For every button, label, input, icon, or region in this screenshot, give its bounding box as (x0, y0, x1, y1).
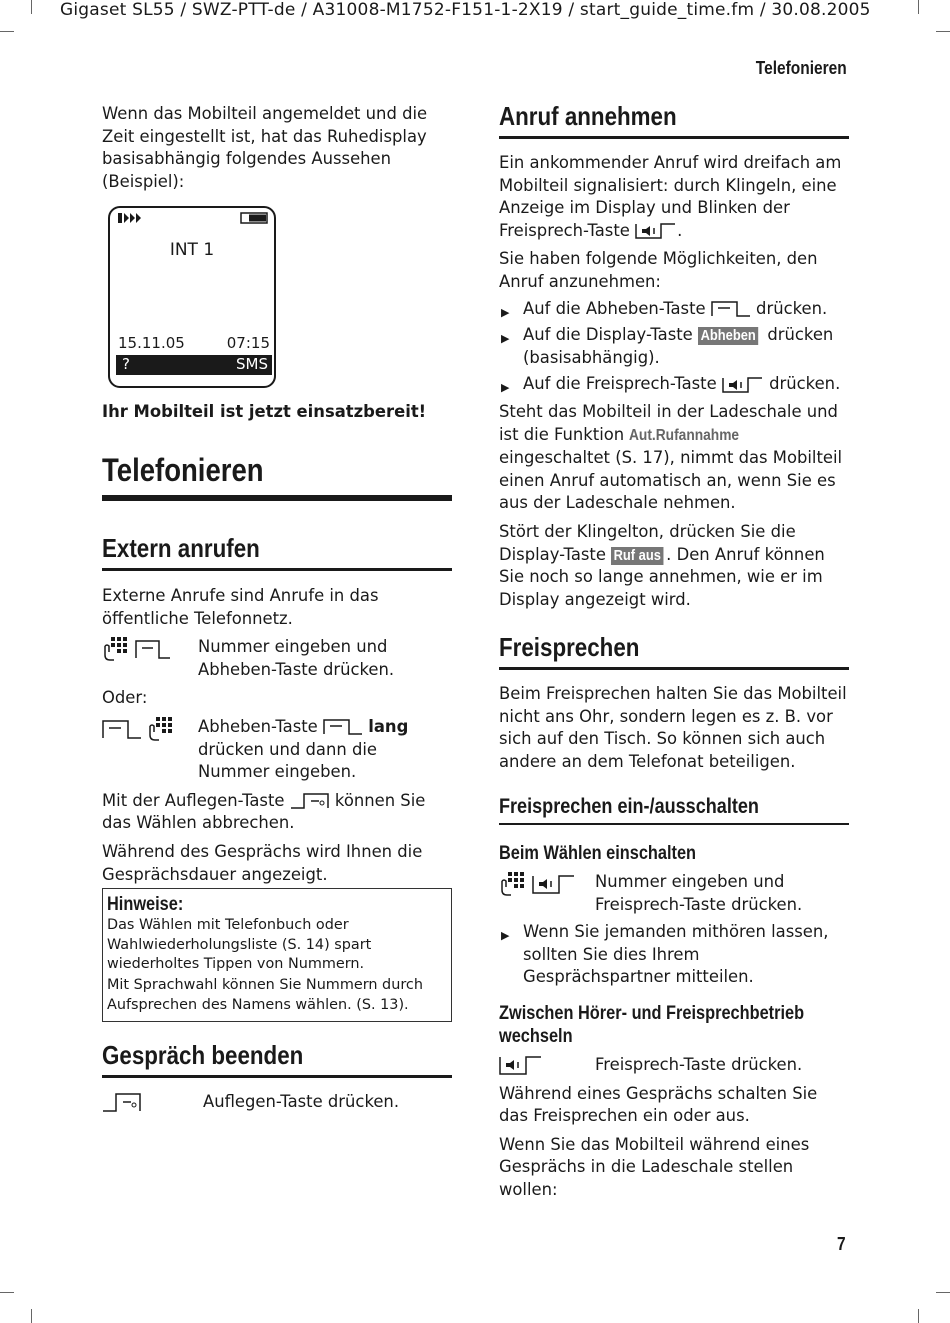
softkey-abheben[interactable]: Abheben (698, 327, 758, 345)
annehmen-content (499, 152, 849, 611)
display-time: 07:15 (226, 334, 270, 352)
right-softkey-sms[interactable]: SMS (236, 355, 268, 373)
keypad-hand-icon (147, 716, 175, 742)
ladeschale-text: Steht das Mobilteil in der Ladeschale und ist die Funktion Aut.Rufannahme eingeschaltet (S. 17), nimmt das Mobilteil einen Anruf automatisch an, wenn Sie es aus der Ladeschale nehmen. (499, 401, 843, 513)
running-header: Gigaset SL55 / SWZ-PTT-de / A31008-M1752-F151-1-2X19 / start_guide_time.fm / 30.08.2005 (60, 0, 871, 20)
heading-freisprechen-block (499, 632, 849, 670)
heading-beim-waehlen: Beim Wählen einschalten (499, 843, 697, 864)
display-title: INT 1 (169, 240, 215, 260)
crop-mark (0, 31, 14, 32)
heading-einaus-block (499, 794, 849, 825)
ready-block (102, 401, 452, 424)
heading-beenden-block (102, 1040, 452, 1078)
battery-icon (240, 212, 270, 224)
wechseln-text-1: Während eines Gesprächs schalten Sie das Freisprechen ein oder aus. (499, 1083, 818, 1126)
beenden-step (102, 1091, 452, 1114)
extern-step-1-text: Nummer eingeben und Abheben-Taste drücken. (198, 637, 395, 679)
section-title-header: Telefonieren (756, 58, 847, 78)
waehlen-bullet: ▶ Wenn Sie jemanden mithören lassen, sollten Sie dies Ihrem Gesprächspartner mitteilen. (499, 921, 849, 989)
step-icons (102, 716, 175, 742)
step-icons (102, 636, 171, 662)
heading-annehmen-block (499, 101, 849, 139)
heading-freisprechen: Freisprechen (499, 632, 640, 662)
handsfree-key-icon (532, 873, 576, 895)
crop-mark (31, 1309, 32, 1323)
option-1: ▶ Auf die Abheben-Taste drücken. (499, 298, 849, 321)
waehlen-step (499, 871, 849, 916)
heading-telefonieren-block (102, 451, 452, 501)
signal-icon (118, 212, 146, 224)
step-icons (499, 1054, 543, 1076)
left-softkey[interactable]: ? (122, 355, 130, 373)
heading-telefonieren: Telefonieren (102, 452, 264, 488)
end-key-icon (290, 792, 330, 810)
crop-mark (31, 0, 32, 14)
extern-content (102, 585, 452, 1022)
call-key-icon (102, 718, 142, 740)
menu-aut-rufannahme: Aut.Rufannahme (629, 426, 740, 444)
extern-step-2 (102, 716, 452, 784)
step-icons (499, 871, 576, 897)
call-key-icon (711, 300, 751, 318)
cancel-text: Mit der Auflegen-Taste können Sie das Wählen abbrechen. (102, 790, 426, 833)
note-1: Das Wählen mit Telefonbuch oder Wahlwiederholungsliste (S. 14) spart wiederholtes Tippen von Nummern. (107, 917, 372, 973)
heading-extern-block (102, 533, 452, 571)
handset-display (108, 206, 276, 388)
page-number: 7 (836, 1234, 846, 1254)
note-2: Mit Sprachwahl können Sie Nummern durch Aufsprechen des Namens wählen. (S. 13). (107, 976, 423, 1013)
crop-mark (0, 1292, 14, 1293)
beenden-step-text: Auflegen-Taste drücken. (203, 1092, 400, 1111)
wechseln-text-2: Wenn Sie das Mobilteil während eines Gesprächs in die Ladeschale stellen wollen: (499, 1134, 810, 1199)
heading-extern-anrufen: Extern anrufen (102, 533, 260, 563)
crop-mark (918, 0, 919, 14)
klingelton-text: Stört der Klingelton, drücken Sie die Display-Taste Ruf aus . Den Anruf können Sie noch so lange annehmen, wie er im Display angezeigt wird. (499, 521, 825, 609)
heading-rule (102, 1075, 452, 1078)
wechseln-block (499, 1002, 849, 1202)
keypad-hand-icon (499, 871, 527, 897)
heading-freisprechen-ein-aus: Freisprechen ein-/ausschalten (499, 795, 759, 818)
waehlen-step-text: Nummer eingeben und Freisprech-Taste drücken. (595, 872, 803, 914)
heading-gespraech-beenden: Gespräch beenden (102, 1040, 304, 1070)
heading-rule (102, 568, 452, 571)
freisprechen-content (499, 683, 849, 773)
oder-text: Oder: (102, 688, 148, 708)
display-softkey-bar (116, 355, 272, 375)
waehlen-block (499, 842, 849, 989)
crop-mark (936, 31, 950, 32)
duration-text: Während des Gesprächs wird Ihnen die Gesprächsdauer angezeigt. (102, 841, 423, 884)
beenden-content (102, 1091, 452, 1114)
note-box (102, 888, 452, 1022)
extern-intro: Externe Anrufe sind Anrufe in das öffentliche Telefonnetz. (102, 586, 379, 628)
annehmen-intro: Ein ankommender Anruf wird dreifach am Mobilteil signalisiert: durch Klingeln, eine Anzeige im Display und Blinken der Freisprech-Taste . (499, 153, 842, 240)
keypad-hand-icon (102, 636, 130, 662)
intro-text: Wenn das Mobilteil angemeldet und die Zeit eingestellt ist, hat das Ruhedisplay basisabhängig folgendes Aussehen (Beispiel): (102, 104, 428, 191)
extern-step-2-text: Abheben-Taste lang drücken und dann die Nummer eingeben. (198, 716, 409, 782)
option-2: ▶ Auf die Display-Taste Abheben drücken (basisabhängig). (499, 324, 849, 369)
handsfree-key-icon (635, 222, 677, 240)
display-date: 15.11.05 (118, 334, 185, 352)
extern-step-1 (102, 636, 452, 681)
call-key-icon (135, 638, 171, 660)
freisprechen-intro: Beim Freisprechen halten Sie das Mobilteil nicht ans Ohr, sondern legen es z. B. vor sich auf den Tisch. So können sich auch andere an dem Telefonat beteiligen. (499, 684, 847, 771)
handsfree-key-icon (499, 1054, 543, 1076)
wechseln-step (499, 1054, 849, 1077)
crop-mark (936, 1292, 950, 1293)
handsfree-key-icon (722, 376, 764, 394)
wechseln-step-text: Freisprech-Taste drücken. (595, 1055, 803, 1074)
heading-rule (102, 495, 452, 501)
ready-text: Ihr Mobilteil ist jetzt einsatzbereit! (102, 402, 427, 421)
note-title: Hinweise: (107, 894, 184, 916)
call-key-icon (323, 718, 363, 736)
options-text: Sie haben folgende Möglichkeiten, den Anruf anzunehmen: (499, 249, 818, 291)
heading-rule (499, 667, 849, 670)
softkey-ruf-aus[interactable]: Ruf aus (611, 547, 663, 565)
crop-mark (918, 1309, 919, 1323)
step-icons (102, 1091, 142, 1113)
left-column (102, 103, 452, 193)
heading-rule (499, 136, 849, 139)
heading-wechseln: Zwischen Hörer- und Freisprechbetrieb wechseln (499, 1003, 805, 1047)
option-3: ▶ Auf die Freisprech-Taste drücken. (499, 373, 849, 396)
heading-anruf-annehmen: Anruf annehmen (499, 101, 677, 131)
heading-rule (499, 823, 849, 825)
end-key-icon (102, 1091, 142, 1113)
